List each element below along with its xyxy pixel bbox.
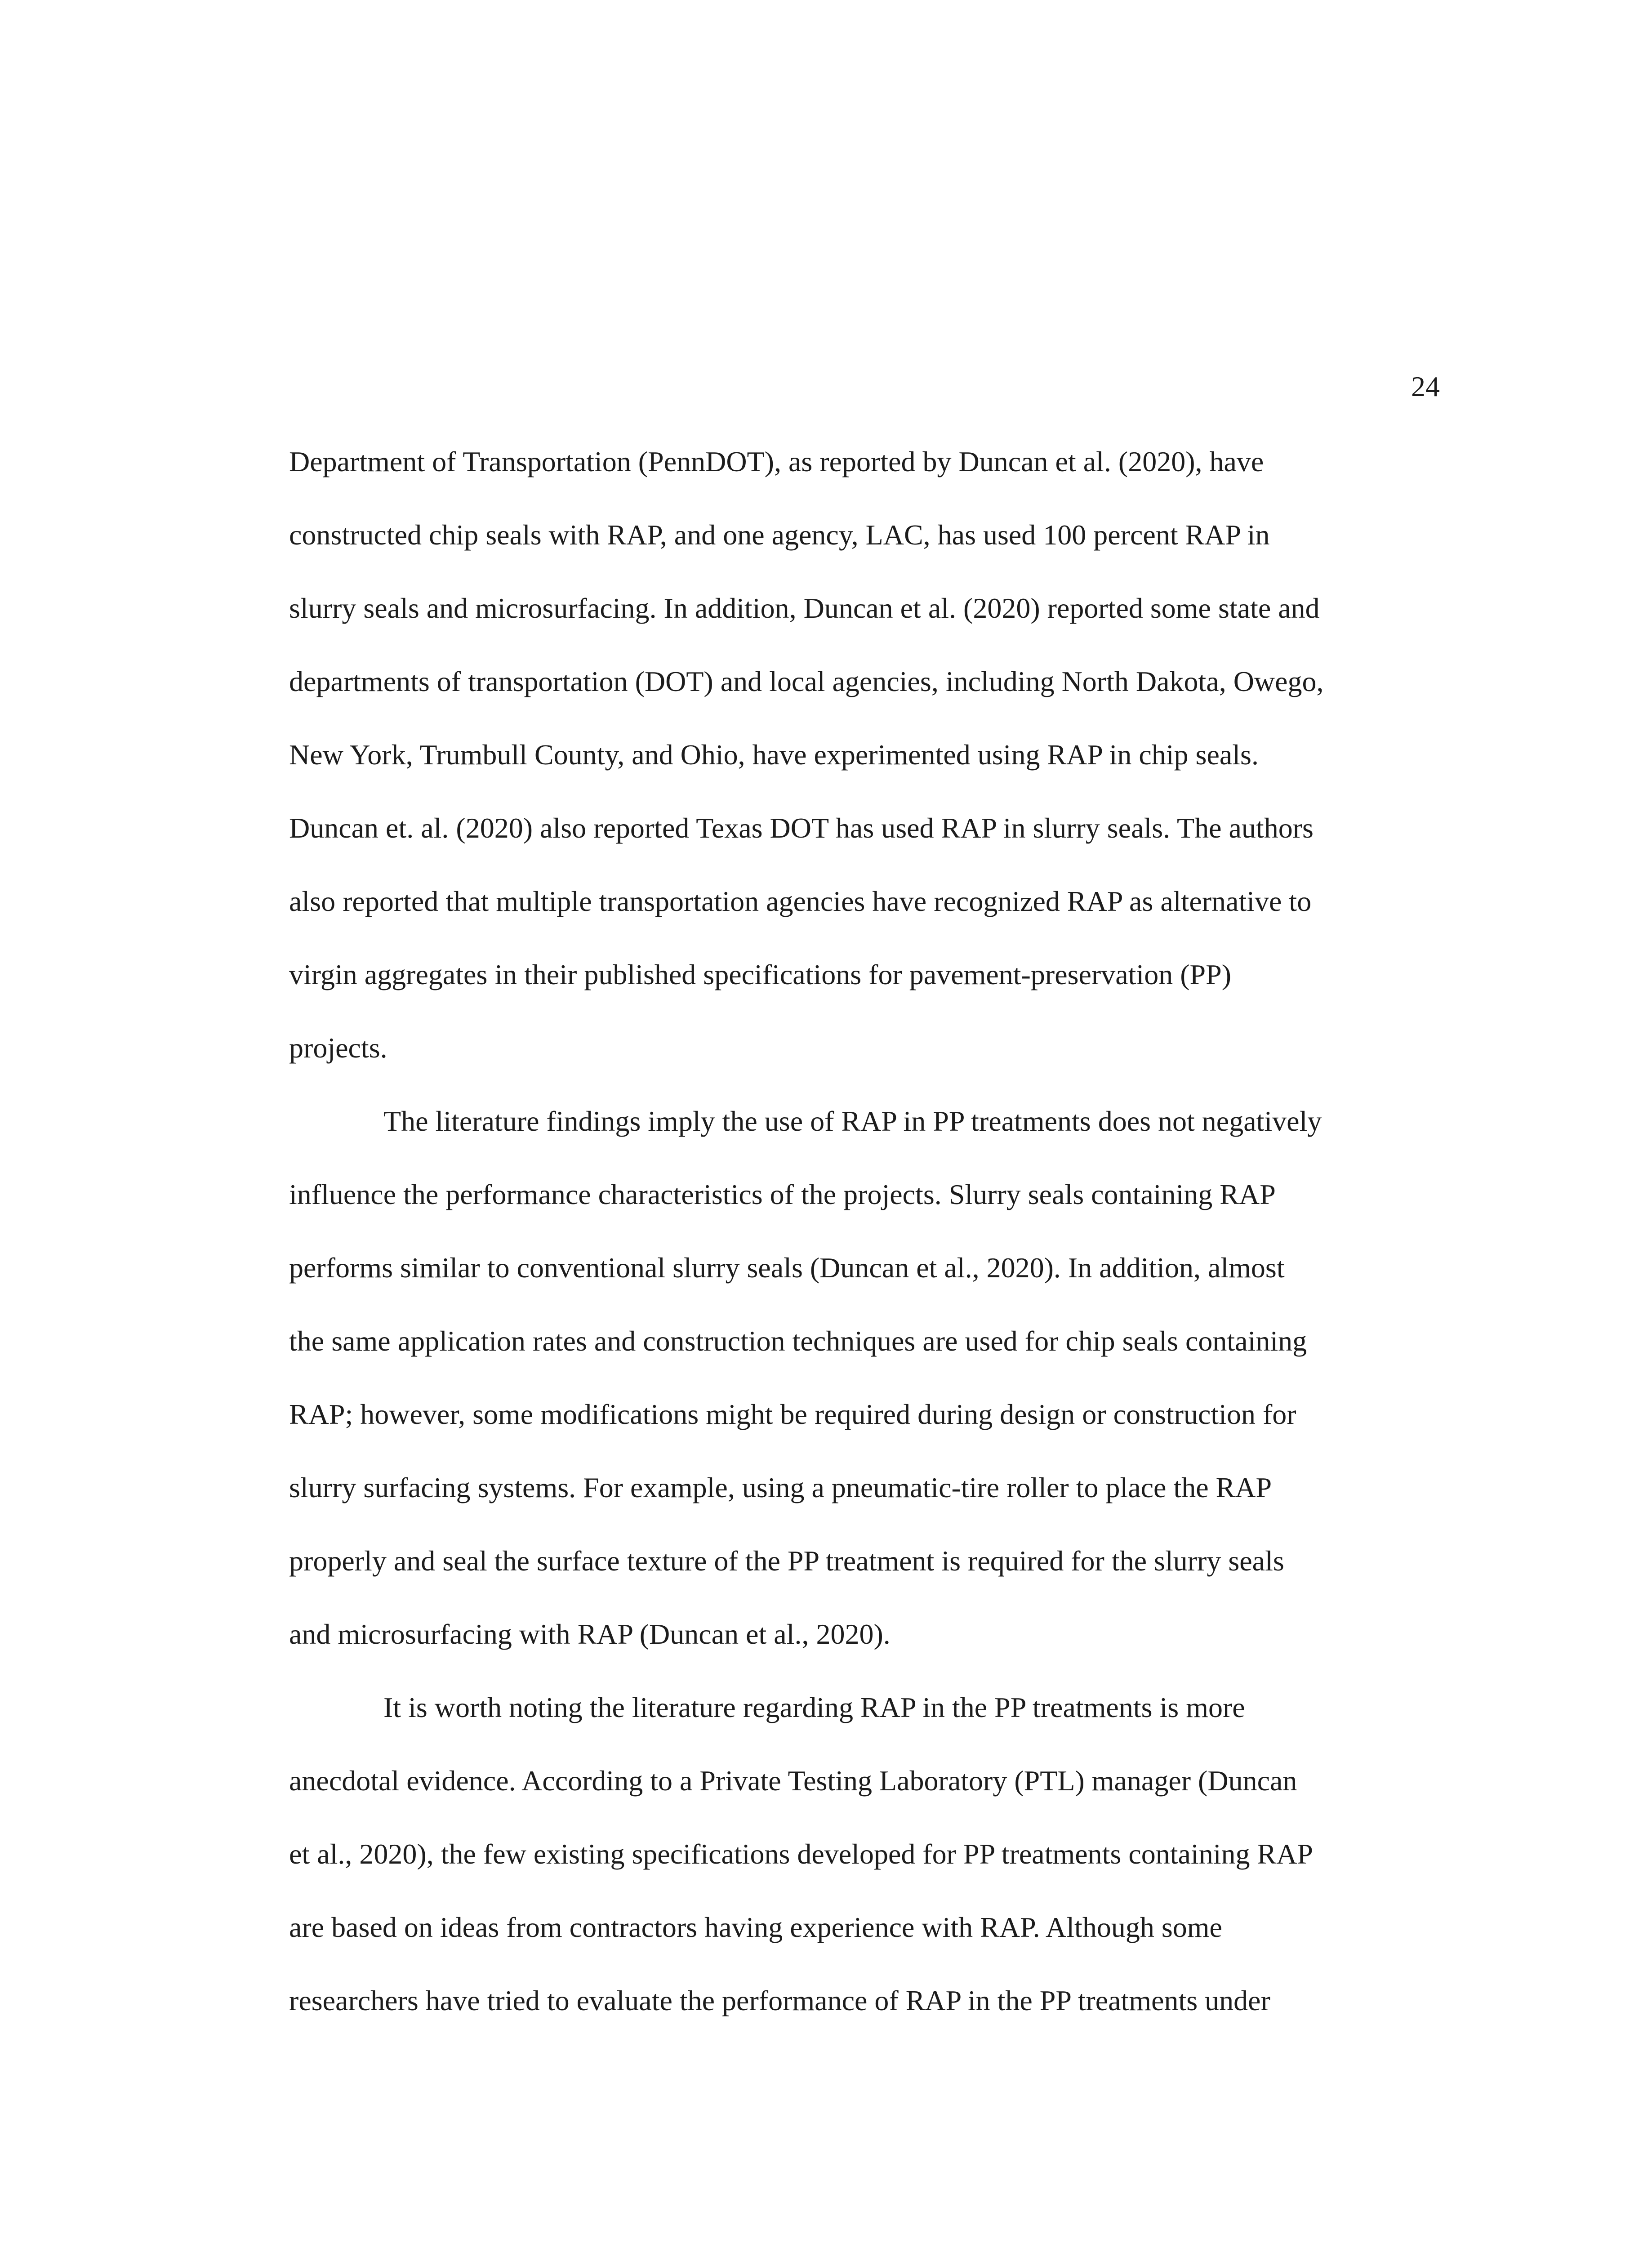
text-line: projects. — [289, 1032, 387, 1064]
text-line: Duncan et. al. (2020) also reported Texas DOT has used RAP in slurry seals. The authors — [289, 812, 1314, 844]
text-line: performs similar to conventional slurry seals (Duncan et al., 2020). In addition, almost — [289, 1252, 1285, 1284]
paragraph — [289, 443, 1324, 1102]
paragraph — [289, 1689, 1324, 2055]
text-line: The literature findings imply the use of RAP in PP treatments does not negatively — [383, 1105, 1322, 1137]
text-line: departments of transportation (DOT) and local agencies, including North Dakota, Owego, — [289, 665, 1324, 697]
text-line: and microsurfacing with RAP (Duncan et al., 2020). — [289, 1618, 891, 1650]
text-line: anecdotal evidence. According to a Private Testing Laboratory (PTL) manager (Duncan — [289, 1765, 1297, 1797]
text-line: It is worth noting the literature regarding RAP in the PP treatments is more — [383, 1691, 1245, 1723]
text-line: Department of Transportation (PennDOT), as reported by Duncan et al. (2020), have — [289, 446, 1264, 477]
text-line: also reported that multiple transportation agencies have recognized RAP as alternative to — [289, 885, 1312, 917]
text-line: et al., 2020), the few existing specifications developed for PP treatments containing RAP — [289, 1838, 1313, 1870]
text-line: the same application rates and construction techniques are used for chip seals containing — [289, 1325, 1307, 1357]
paragraph — [289, 1102, 1324, 1689]
text-line: virgin aggregates in their published specifications for pavement-preservation (PP) — [289, 959, 1231, 990]
text-line: are based on ideas from contractors having experience with RAP. Although some — [289, 1911, 1222, 1943]
text-line: influence the performance characteristics of the projects. Slurry seals containing RAP — [289, 1178, 1276, 1210]
text-line: RAP; however, some modifications might be required during design or construction for — [289, 1398, 1296, 1430]
text-line: New York, Trumbull County, and Ohio, have experimented using RAP in chip seals. — [289, 739, 1259, 771]
text-line: researchers have tried to evaluate the performance of RAP in the PP treatments under — [289, 1985, 1270, 2016]
body-text — [289, 443, 1324, 2055]
page-number: 24 — [1411, 370, 1440, 402]
text-line: slurry seals and microsurfacing. In addition, Duncan et al. (2020) reported some state and — [289, 592, 1320, 624]
text-line: slurry surfacing systems. For example, using a pneumatic-tire roller to place the RAP — [289, 1472, 1272, 1503]
text-line: properly and seal the surface texture of the PP treatment is required for the slurry seals — [289, 1545, 1284, 1577]
text-line: constructed chip seals with RAP, and one agency, LAC, has used 100 percent RAP in — [289, 519, 1270, 551]
